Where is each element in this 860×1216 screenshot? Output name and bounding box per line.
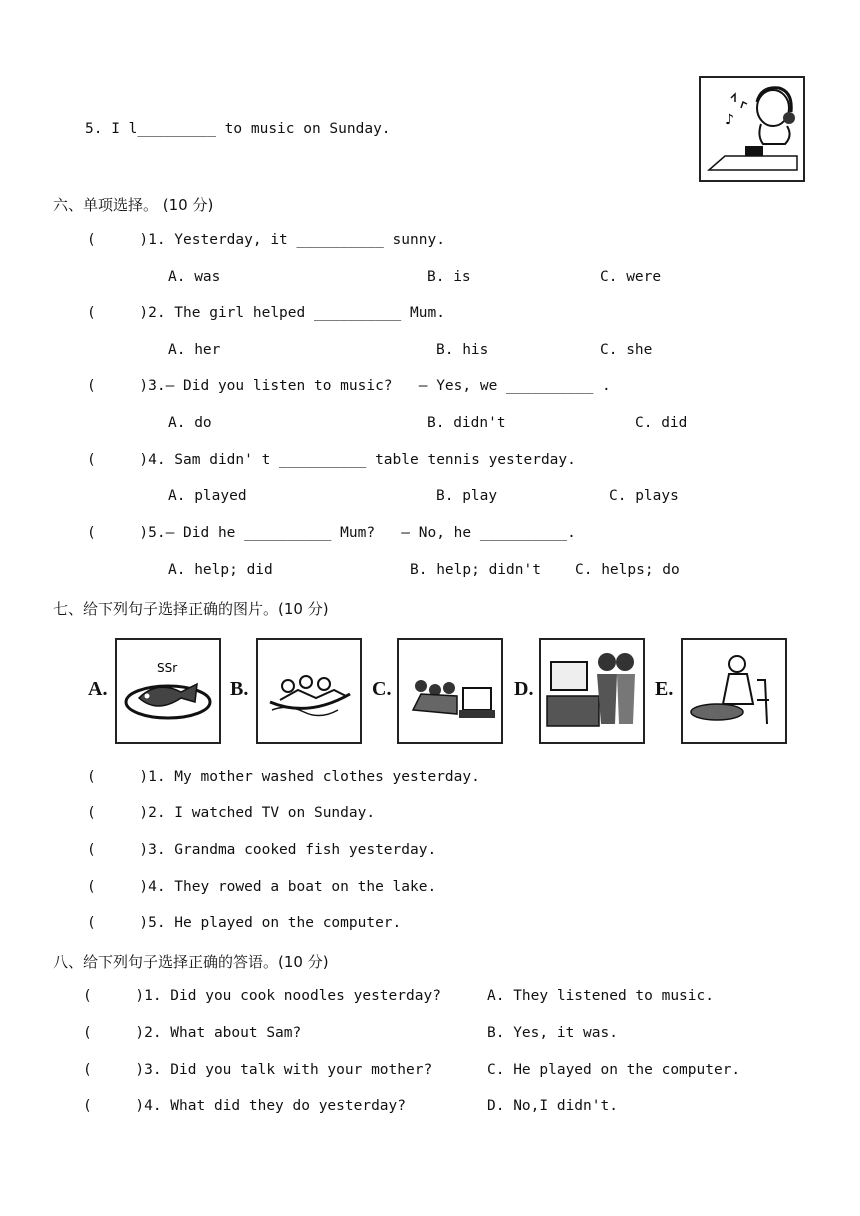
option-a: A. do [168, 415, 212, 431]
svg-text:♪: ♪ [725, 112, 734, 128]
section-7-heading: 七、给下列句子选择正确的图片。(10 分) [53, 600, 329, 618]
family-watching-tv-picture [397, 638, 503, 744]
option-c: C. she [600, 342, 653, 358]
dialog-answer: D. No,I didn't. [487, 1098, 618, 1114]
girl-listening-music-picture [699, 76, 805, 182]
picture-letter-c: C. [372, 678, 392, 700]
picture-letter-b: B. [230, 678, 249, 700]
dialog-question: ( )2. What about Sam? [83, 1025, 302, 1041]
picture-letter-a: A. [88, 678, 108, 700]
option-b: B. didn't [427, 415, 506, 431]
option-b: B. help; didn't [410, 562, 541, 578]
fill-blank-item-5: 5. I l_________ to music on Sunday. [85, 121, 391, 137]
match-sentence: ( )3. Grandma cooked fish yesterday. [87, 842, 437, 858]
option-a: A. played [168, 488, 247, 504]
children-rowing-boat-picture [256, 638, 362, 744]
option-a: A. help; did [168, 562, 273, 578]
section-6-heading: 六、单项选择。 (10 分) [53, 196, 214, 214]
option-c: C. did [635, 415, 688, 431]
boys-computer-picture [539, 638, 645, 744]
question-stem: ( )1. Yesterday, it __________ sunny. [87, 232, 445, 248]
option-b: B. play [436, 488, 498, 504]
question-stem: ( )4. Sam didn' t __________ table tennis yesterday. [87, 452, 576, 468]
option-c: C. helps; do [575, 562, 680, 578]
dialog-answer: A. They listened to music. [487, 988, 714, 1004]
option-b: B. his [436, 342, 489, 358]
question-stem: ( )5.— Did he __________ Mum? — No, he __________. [87, 525, 576, 541]
woman-washing-clothes-picture [681, 638, 787, 744]
match-sentence: ( )2. I watched TV on Sunday. [87, 805, 376, 821]
picture-letter-e: E. [655, 678, 674, 700]
dialog-question: ( )1. Did you cook noodles yesterday? [83, 988, 441, 1004]
match-sentence: ( )5. He played on the computer. [87, 915, 402, 931]
option-c: C. plays [609, 488, 679, 504]
question-stem: ( )2. The girl helped __________ Mum. [87, 305, 445, 321]
option-b: B. is [427, 269, 471, 285]
dialog-answer: C. He played on the computer. [487, 1062, 741, 1078]
option-a: A. was [168, 269, 221, 285]
dialog-question: ( )4. What did they do yesterday? [83, 1098, 407, 1114]
question-stem: ( )3.— Did you listen to music? — Yes, we __________ . [87, 378, 611, 394]
dialog-question: ( )3. Did you talk with your mother? [83, 1062, 433, 1078]
match-sentence: ( )1. My mother washed clothes yesterday. [87, 769, 480, 785]
dialog-answer: B. Yes, it was. [487, 1025, 618, 1041]
option-c: C. were [600, 269, 662, 285]
match-sentence: ( )4. They rowed a boat on the lake. [87, 879, 437, 895]
section-8-heading: 八、给下列句子选择正确的答语。(10 分) [53, 953, 329, 971]
svg-text:SSr: SSr [157, 661, 178, 675]
picture-letter-d: D. [514, 678, 534, 700]
option-a: A. her [168, 342, 221, 358]
fish-dish-picture [115, 638, 221, 744]
